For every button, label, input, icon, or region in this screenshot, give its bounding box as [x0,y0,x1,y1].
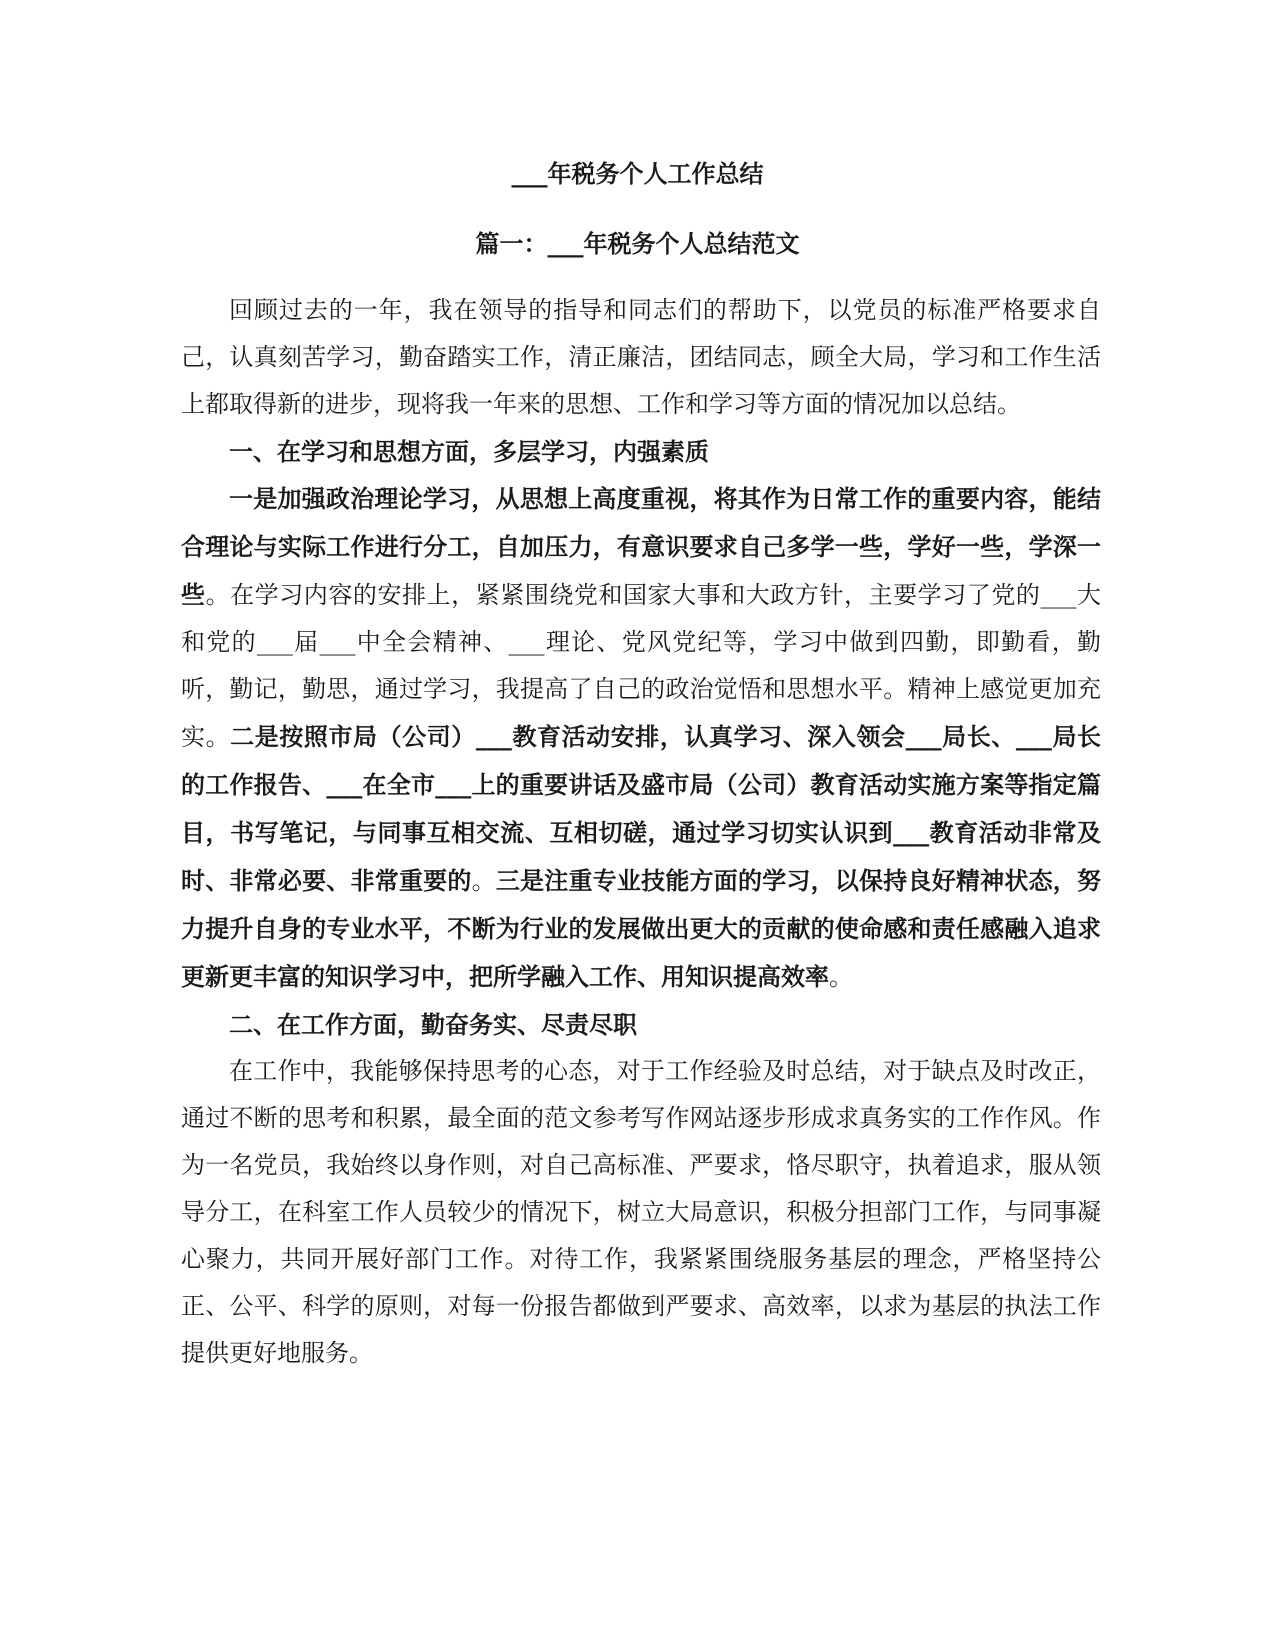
section-2-heading: 二、在工作方面，勤奋务实、尽责尽职 [229,1010,637,1039]
intro-paragraph: 回顾过去的一年，我在领导的指导和同志们的帮助下，以党员的标准严格要求自己，认真刻苦学习，勤奋踏实工作，清正廉洁，团结同志，顾全大局，学习和工作生活上都取得新的进步，现将我一年来的思想、工作和学习等方面的情况加以总结。 [181,296,1101,418]
section-1-bold-point-c: 三是注重专业技能方面的学习，以保持良好精神状态，努力提升自身的专业水平，不断为行业的发展做出更大的贡献的使命感和责任感融入追求更新更丰富的知识学习中，把所学融入工作、用知识提高效率 [181,866,1101,991]
section-1-heading: 一、在学习和思想方面，多层学习，内强素质 [229,437,709,466]
document-body [181,287,1101,1377]
section-1-text-c: 。 [829,963,853,991]
document-title: ___年税务个人工作总结 [511,159,764,188]
section-2-paragraph: 在工作中，我能够保持思考的心态，对于工作经验及时总结，对于缺点及时改正，通过不断的思考和积累，最全面的范文参考写作网站逐步形成求真务实的工作作风。作为一名党员，我始终以身作则，对自己高标准、严要求，恪尽职守，执着追求，服从领导分工，在科室工作人员较少的情况下，树立大局意识，积极分担部门工作，与同事凝心聚力，共同开展好部门工作。对待工作，我紧紧围绕服务基层的理念，严格坚持公正、公平、科学的原则，对每一份报告都做到严要求、高效率，以求为基层的执法工作提供更好地服务。 [181,1057,1101,1367]
section-1-bold-point-b: 二是按照市局（公司）___教育活动安排，认真学习、深入领会___局长、___局长的工作报告、___在全市___上的重要讲话及盛市局（公司）教育活动实施方案等指定篇目，书写笔记，与同事互相交流、互相切磋，通过学习切实认识到___教育活动非常及时、非常必要、非常重要的 [181,722,1102,895]
document-subtitle: 篇一：___年税务个人总结范文 [475,229,800,258]
section-1-bold-point-a: 一是加强政治理论学习，从思想上高度重视，将其作为日常工作的重要内容，能结合理论与实际工作进行分工，自加压力，有意识要求自己多学一些，学好一些，学深一些 [181,484,1101,609]
section-1-paragraph [181,475,1101,1001]
section-1-text-a: 。在学习内容的安排上，紧紧围绕党和国家大事和大政方针，主要学习了党的___大和党的___届___中全会精神、___理论、党风党纪等，学习中做到四勤，即勤看，勤听，勤记，勤思，通过学习，我提高了自己的政治觉悟和思想水平。精神上感觉更加充实。 [181,581,1102,751]
section-1-text-b: 。 [471,867,496,895]
